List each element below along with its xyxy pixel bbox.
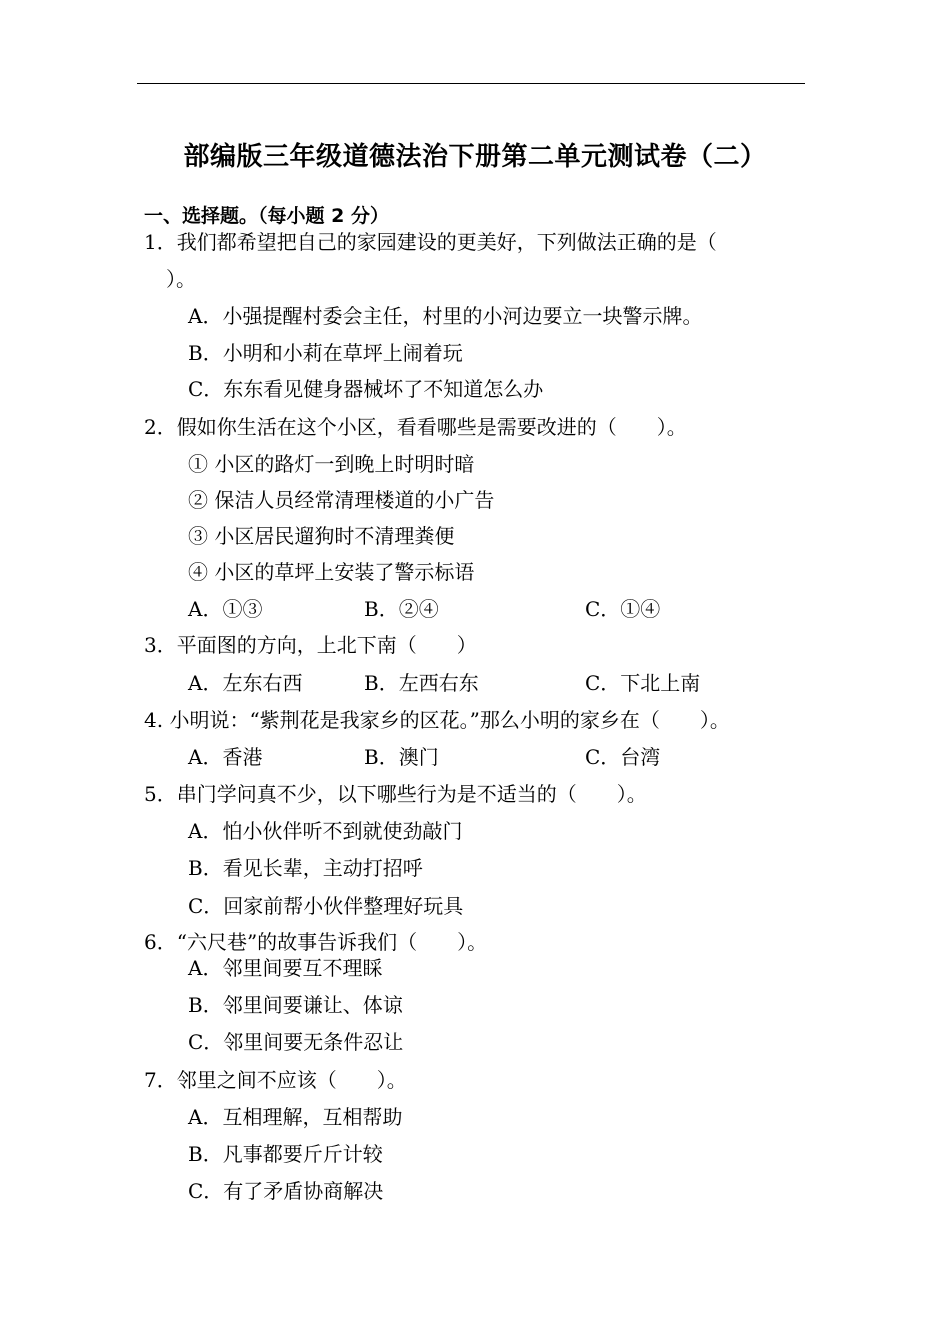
statement-item: ③ 小区居民遛狗时不清理粪便: [188, 524, 455, 548]
option-b: B．小明和小莉在草坪上闹着玩: [188, 341, 463, 365]
option-b: B．左西右东: [364, 671, 479, 695]
question-stem: 4. 小明说：“紫荆花是我家乡的区花。”那么小明的家乡在（ ）。: [144, 708, 730, 732]
question-stem: 2．假如你生活在这个小区，看看哪些是需要改进的（ ）。: [144, 415, 687, 439]
option-a: A．香港: [188, 745, 263, 769]
option-c: C．回家前帮小伙伴整理好玩具: [188, 894, 464, 918]
option-b: B．看见长辈，主动打招呼: [188, 856, 423, 880]
option-c: C．①④: [585, 597, 661, 621]
option-a: A．怕小伙伴听不到就使劲敲门: [188, 819, 463, 843]
section-heading: 一、选择题。（每小题 2 分）: [144, 205, 389, 227]
question-stem: 7．邻里之间不应该（ ）。: [144, 1068, 407, 1092]
option-b: B．澳门: [364, 745, 439, 769]
statement-item: ① 小区的路灯一到晚上时明时暗: [188, 452, 475, 476]
question-stem-continuation: ）。: [166, 267, 196, 291]
question-stem: 3．平面图的方向，上北下南（ ）: [144, 633, 477, 657]
question-stem: 1．我们都希望把自己的家园建设的更美好，下列做法正确的是（: [144, 230, 717, 254]
option-a: A．①③: [188, 597, 263, 621]
option-c: C．东东看见健身器械坏了不知道怎么办: [188, 377, 544, 401]
option-b: B．凡事都要斤斤计较: [188, 1142, 383, 1166]
option-a: A．小强提醒村委会主任，村里的小河边要立一块警示牌。: [188, 304, 703, 328]
option-b: B．邻里间要谦让、体谅: [188, 993, 403, 1017]
question-stem: 6．“六尺巷”的故事告诉我们（ ）。: [144, 930, 488, 954]
statement-item: ④ 小区的草坪上安装了警示标语: [188, 560, 475, 584]
header-rule: [137, 83, 805, 84]
question-stem: 5．串门学问真不少，以下哪些行为是不适当的（ ）。: [144, 782, 647, 806]
option-a: A．左东右西: [188, 671, 303, 695]
option-c: C．邻里间要无条件忍让: [188, 1030, 404, 1054]
option-c: C．台湾: [585, 745, 661, 769]
option-b: B．②④: [364, 597, 439, 621]
statement-item: ② 保洁人员经常清理楼道的小广告: [188, 488, 495, 512]
option-a: A．互相理解，互相帮助: [188, 1105, 403, 1129]
option-c: C．有了矛盾协商解决: [188, 1179, 384, 1203]
page-title: 部编版三年级道德法治下册第二单元测试卷（二）: [183, 142, 767, 172]
option-c: C．下北上南: [585, 671, 701, 695]
option-a: A．邻里间要互不理睬: [188, 956, 383, 980]
